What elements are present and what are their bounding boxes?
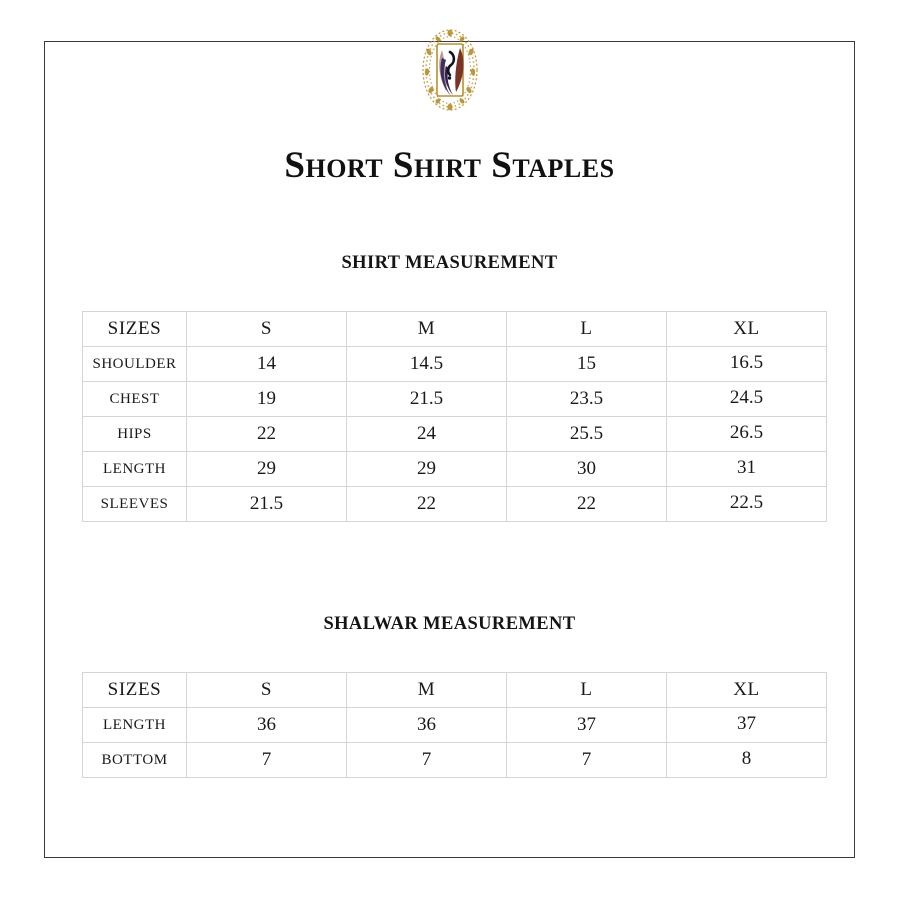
cell-bottom-m: 7	[347, 743, 507, 778]
table-row	[83, 417, 827, 452]
cell-chest-l: 23.5	[507, 382, 667, 417]
table-header-row	[83, 673, 827, 708]
header-cell-s: S	[187, 312, 347, 347]
cell-sleeves-l: 22	[507, 487, 667, 522]
table-row	[83, 452, 827, 487]
header-cell-s: S	[187, 673, 347, 708]
row-label-shoulder: SHOULDER	[83, 347, 187, 382]
size-chart-frame	[44, 41, 855, 858]
table-row	[83, 487, 827, 522]
table-row	[83, 382, 827, 417]
shirt-measurement-heading: SHIRT MEASUREMENT	[341, 253, 558, 273]
cell-length-l: 37	[507, 708, 667, 743]
cell-chest-xl: 24.5	[667, 382, 827, 417]
cell-sleeves-m: 22	[347, 487, 507, 522]
table-row	[83, 347, 827, 382]
cell-hips-m: 24	[347, 417, 507, 452]
cell-shoulder-l: 15	[507, 347, 667, 382]
cell-hips-xl: 26.5	[667, 417, 827, 452]
cell-shoulder-s: 14	[187, 347, 347, 382]
table-header-row	[83, 312, 827, 347]
brand-logo-container	[45, 28, 854, 112]
cell-length-m: 36	[347, 708, 507, 743]
cell-length-l: 30	[507, 452, 667, 487]
row-label-length: LENGTH	[83, 708, 187, 743]
header-cell-sizes: SIZES	[83, 312, 187, 347]
cell-sleeves-xl: 22.5	[667, 487, 827, 522]
cell-sleeves-s: 21.5	[187, 487, 347, 522]
header-cell-sizes: SIZES	[83, 673, 187, 708]
cell-hips-s: 22	[187, 417, 347, 452]
table-row	[83, 708, 827, 743]
header-cell-xl: XL	[667, 673, 827, 708]
cell-bottom-s: 7	[187, 743, 347, 778]
row-label-sleeves: SLEEVES	[83, 487, 187, 522]
cell-bottom-xl: 8	[667, 743, 827, 778]
cell-length-s: 36	[187, 708, 347, 743]
cell-shoulder-xl: 16.5	[667, 347, 827, 382]
shirt-measurement-table	[82, 311, 827, 522]
cell-length-xl: 37	[667, 708, 827, 743]
cell-length-s: 29	[187, 452, 347, 487]
cell-chest-s: 19	[187, 382, 347, 417]
shalwar-measurement-heading: SHALWAR MEASUREMENT	[323, 614, 576, 634]
shalwar-measurement-table	[82, 672, 827, 778]
header-cell-m: M	[347, 673, 507, 708]
brand-crest-icon	[420, 28, 480, 112]
cell-length-m: 29	[347, 452, 507, 487]
row-label-length: LENGTH	[83, 452, 187, 487]
header-cell-m: M	[347, 312, 507, 347]
header-cell-l: L	[507, 673, 667, 708]
row-label-bottom: BOTTOM	[83, 743, 187, 778]
header-cell-l: L	[507, 312, 667, 347]
row-label-chest: CHEST	[83, 382, 187, 417]
row-label-hips: HIPS	[83, 417, 187, 452]
cell-length-xl: 31	[667, 452, 827, 487]
cell-chest-m: 21.5	[347, 382, 507, 417]
page-title: Short Shirt Staples	[284, 145, 615, 186]
table-row	[83, 743, 827, 778]
cell-bottom-l: 7	[507, 743, 667, 778]
cell-shoulder-m: 14.5	[347, 347, 507, 382]
header-cell-xl: XL	[667, 312, 827, 347]
cell-hips-l: 25.5	[507, 417, 667, 452]
